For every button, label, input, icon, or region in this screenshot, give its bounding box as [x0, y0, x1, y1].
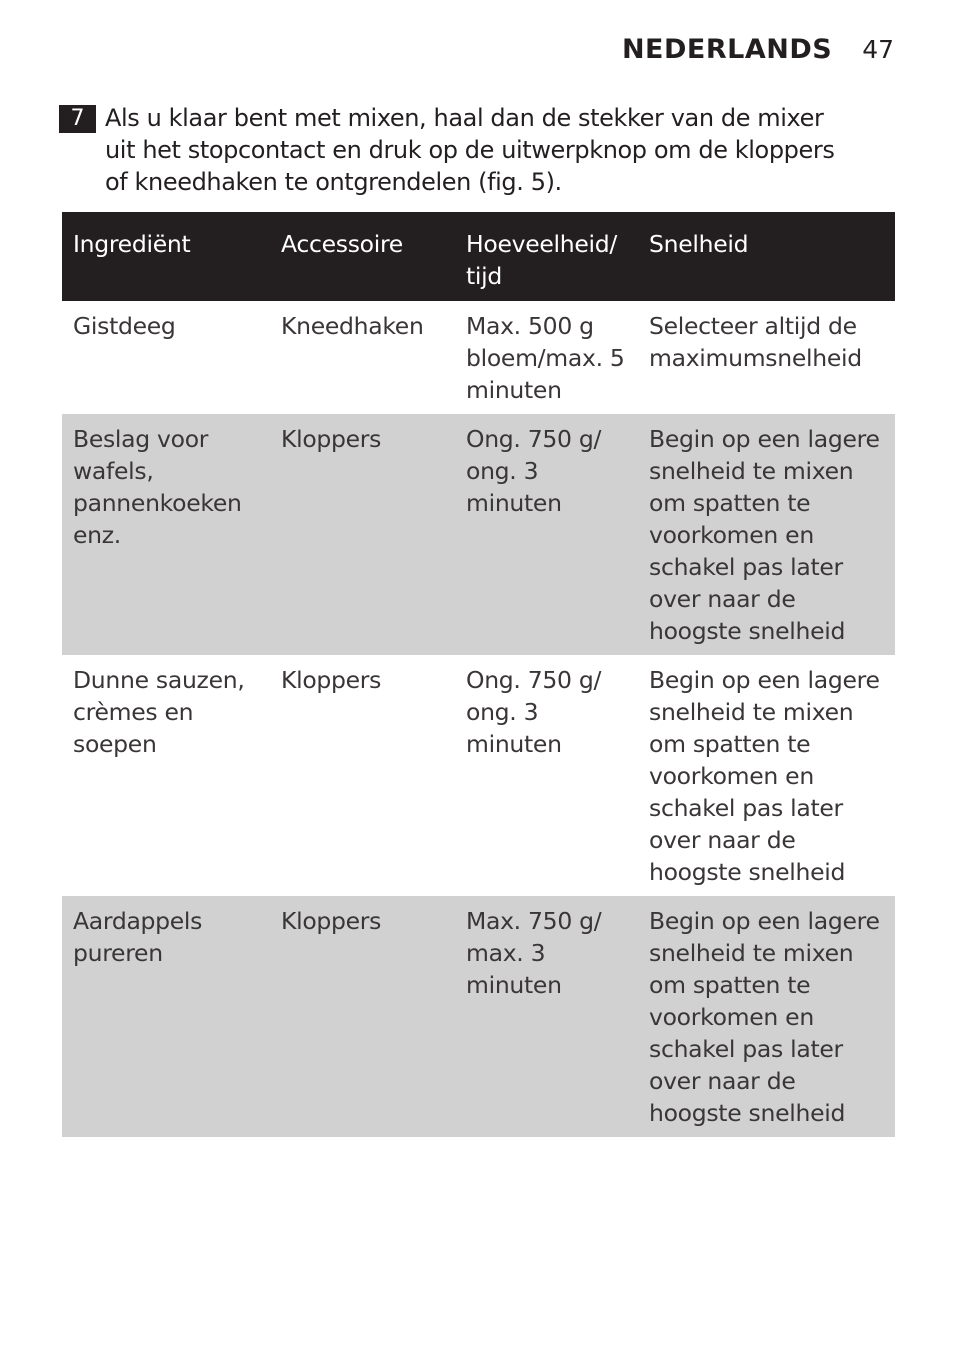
cell-ingredient: Beslag voor wafels, pannenkoeken enz.	[62, 414, 270, 655]
page-header	[622, 34, 894, 65]
table-row	[62, 414, 895, 655]
header-speed: Snelheid	[638, 212, 895, 301]
cell-accessory: Kloppers	[270, 414, 455, 655]
cell-accessory: Kloppers	[270, 896, 455, 1137]
cell-quantity-time: Ong. 750 g/ ong. 3 minuten	[466, 666, 602, 758]
table-row	[62, 655, 895, 896]
table-row	[62, 301, 895, 414]
cell-accessory: Kloppers	[281, 666, 382, 694]
header-ingredient: Ingrediënt	[62, 212, 270, 301]
cell-ingredient: Gistdeeg	[73, 312, 176, 340]
step-text: Als u klaar bent met mixen, haal dan de stekker van de mixer uit het stopcontact en druk op de uitwerpknop om de kloppers of kneedhaken te ontgrendelen (fig. 5).	[105, 104, 835, 196]
header-quantity-time: Hoeveelheid/ tijd	[455, 212, 638, 301]
cell-speed: Begin op een lagere snelheid te mixen om spatten te voorkomen en schakel pas later over naar de hoogste snelheid	[638, 896, 895, 1137]
cell-ingredient: Dunne sauzen, crèmes en soepen	[73, 666, 245, 758]
step-number-badge: 7	[59, 105, 96, 133]
table-row	[62, 896, 895, 1137]
cell-speed: Begin op een lagere snelheid te mixen om spatten te voorkomen en schakel pas later over naar de hoogste snelheid	[649, 666, 880, 886]
cell-ingredient: Aardappels pureren	[62, 896, 270, 1137]
cell-accessory: Kneedhaken	[281, 312, 424, 340]
cell-quantity-time: Max. 750 g/ max. 3 minuten	[455, 896, 638, 1137]
cell-speed: Begin op een lagere snelheid te mixen om spatten te voorkomen en schakel pas later over naar de hoogste snelheid	[638, 414, 895, 655]
instruction-step	[59, 102, 859, 198]
section-language-title: NEDERLANDS	[621, 34, 833, 65]
cell-quantity-time: Ong. 750 g/ ong. 3 minuten	[455, 414, 638, 655]
cell-speed: Selecteer altijd de maximumsnelheid	[649, 312, 862, 372]
table-header-row	[62, 212, 895, 301]
header-accessory: Accessoire	[270, 212, 455, 301]
cell-quantity-time: Max. 500 g bloem/max. 5 minuten	[466, 312, 625, 404]
mixing-table	[62, 212, 895, 1137]
page-number: 47	[862, 35, 894, 64]
